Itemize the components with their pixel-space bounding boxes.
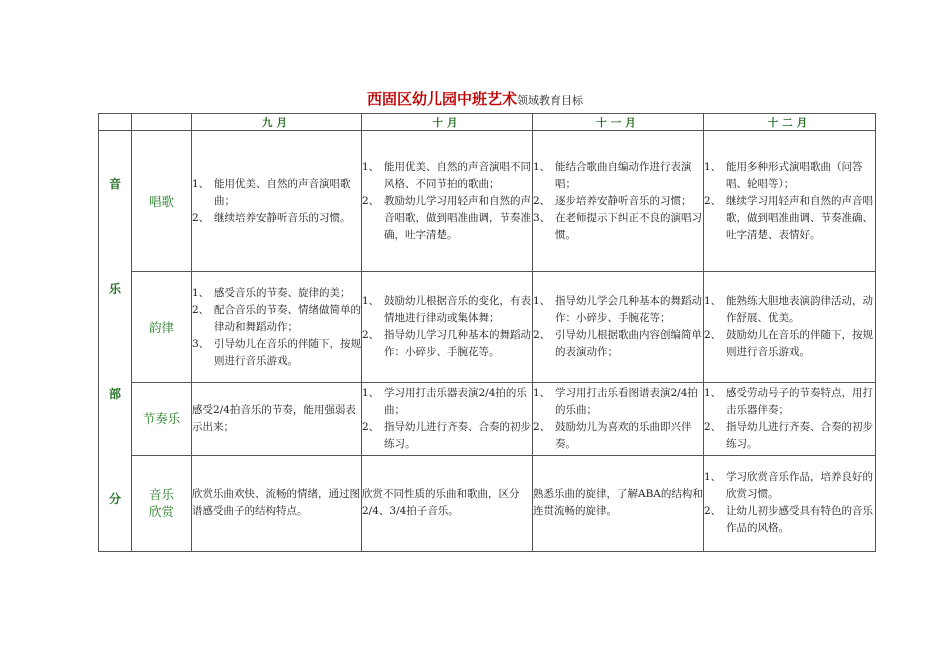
goal-item: 1、 能结合歌曲自编动作进行表演唱；: [533, 160, 692, 190]
goal-item: 2、 让幼儿初步感受具有特色的音乐作品的风格。: [704, 505, 873, 535]
month-header: 十二月: [704, 114, 876, 131]
goal-item: 2、 继续学习用轻声和自然的声音唱歌，做到唱准曲调、节奏准确、吐字清楚、表情好。: [704, 194, 873, 241]
goal-item: 1、 学习欣赏音乐作品，培养良好的欣赏习惯。: [704, 471, 873, 501]
topic-label: 节奏乐: [132, 382, 192, 455]
section-char: 分: [108, 492, 121, 506]
goal-cell: [192, 272, 362, 383]
goal-cell: [192, 382, 362, 455]
goal-item: 1、 鼓励幼儿根据音乐的变化，有表情地进行律动或集体舞；: [362, 295, 531, 325]
goal-item: 2、 指导幼儿进行齐奏、合奏的初步练习。: [704, 420, 873, 450]
table-row-percussion: [99, 382, 876, 455]
header-row: [99, 114, 876, 131]
goal-item: 1、 学习用打击乐看图谱表演2/4拍的乐曲；: [533, 386, 698, 416]
goal-text: 欣赏乐曲欢快、流畅的情绪，通过图谱感受曲子的结构特点。: [192, 488, 360, 518]
goal-item: 2、 指导幼儿进行齐奏、合奏的初步练习。: [362, 420, 531, 450]
goal-cell: [362, 455, 533, 551]
goal-item: 2、 指导幼儿学习几种基本的舞蹈动作：小碎步、手腕花等。: [362, 329, 531, 359]
goal-cell: [362, 131, 533, 272]
goal-item: 1、 指导幼儿学会几种基本的舞蹈动作：小碎步、手腕花等；: [533, 295, 702, 325]
topic-line: 欣赏: [148, 504, 174, 520]
goal-item: 2、 教励幼儿学习用轻声和自然的声音唱歌，做到唱准曲调，节奏准确，吐字清楚。: [362, 194, 531, 241]
goal-item: 2、 鼓励幼儿在音乐的伴随下，按规则进行音乐游戏。: [704, 329, 873, 359]
topic-label: [132, 455, 192, 551]
topic-line: 音乐: [148, 487, 174, 503]
goal-text: 感受2/4拍音乐的节奏，能用强弱表示出来；: [192, 403, 356, 433]
goal-cell: [533, 272, 704, 383]
topic-label: 唱歌: [132, 131, 192, 272]
goal-cell: [362, 382, 533, 455]
title-main: 西固区幼儿园中班艺术: [366, 90, 517, 108]
month-header: 九月: [192, 114, 362, 131]
table-row-appreciation: [99, 455, 876, 551]
goal-item: 2、 引导幼儿根据歌曲内容创编简单的表演动作；: [533, 329, 702, 359]
month-header: 十月: [362, 114, 533, 131]
table-row-singing: [99, 131, 876, 272]
goal-item: 2、 逐步培养安静听音乐的习惯；: [533, 194, 692, 207]
goal-cell: [704, 272, 876, 383]
goal-item: 1、 能用优美、自然的声音演唱不同风格、不同节拍的歌曲；: [362, 160, 531, 190]
goal-item: 2、 鼓励幼儿为喜欢的乐曲即兴伴奏。: [533, 420, 692, 450]
goal-item: 3、 引导幼儿在音乐的伴随下，按规则进行音乐游戏。: [192, 337, 361, 367]
goal-item: 1、 感受劳动号子的节奏特点，用打击乐器伴奏；: [704, 386, 873, 416]
section-char: 部: [108, 387, 121, 401]
goal-item: 2、 配合音乐的节奏、情绪做简单的律动和舞蹈动作；: [192, 303, 361, 333]
section-char: 音: [108, 177, 121, 191]
goal-item: 1、 感受音乐的节奏、旋律的美；: [192, 286, 351, 299]
goal-cell: [533, 455, 704, 551]
topic-label: 韵律: [132, 272, 192, 383]
goal-cell: [192, 131, 362, 272]
month-header: 十一月: [533, 114, 704, 131]
page-title: [0, 88, 950, 109]
goal-text: 熟悉乐曲的旋律，了解ABA的结构和连贯流畅的旋律。: [533, 488, 703, 518]
goal-item: 1、 学习用打击乐器表演2/4拍的乐曲；: [362, 386, 527, 416]
title-sub: 领域教育目标: [517, 94, 583, 107]
goal-cell: [533, 131, 704, 272]
goal-item: 1、 能熟练大胆地表演韵律活动，动作舒展、优美。: [704, 295, 873, 325]
goal-cell: [704, 131, 876, 272]
goal-cell: [362, 272, 533, 383]
header-blank-topic: [132, 114, 192, 131]
goal-item: 3、 在老师提示下纠正不良的演唱习惯。: [533, 211, 702, 241]
header-blank-section: [99, 114, 132, 131]
goal-item: 1、 能用优美、自然的声音演唱歌曲；: [192, 177, 351, 207]
section-label-music: [99, 131, 132, 552]
goal-cell: [192, 455, 362, 551]
section-char: 乐: [108, 282, 121, 296]
goal-cell: [704, 455, 876, 551]
goal-item: 1、 能用多种形式演唱歌曲（问答唱、轮唱等）；: [704, 160, 863, 190]
goals-table: [98, 113, 876, 552]
table-row-rhythm: [99, 272, 876, 383]
goal-item: 2、 继续培养安静听音乐的习惯。: [192, 211, 351, 224]
goal-text: 欣赏不同性质的乐曲和歌曲，区分2/4、3/4拍子音乐。: [362, 488, 520, 518]
goal-cell: [704, 382, 876, 455]
goal-cell: [533, 382, 704, 455]
